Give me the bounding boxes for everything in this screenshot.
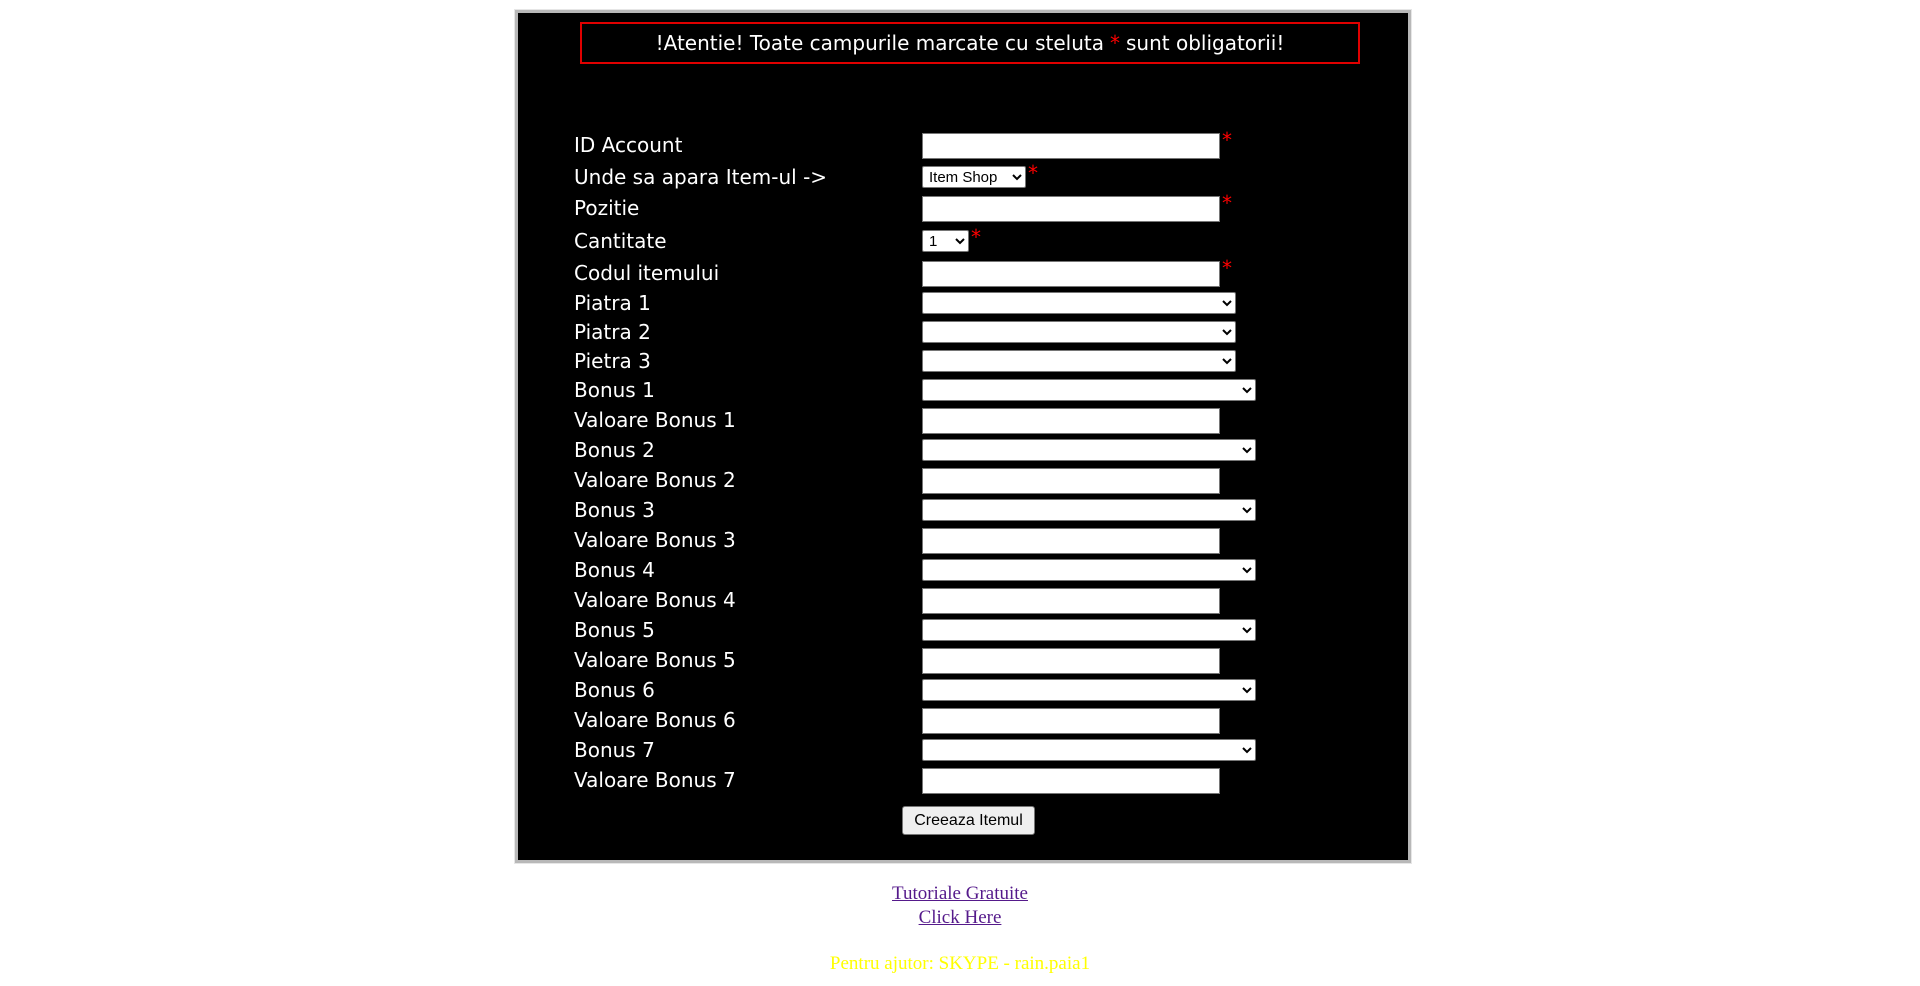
bonus-5-value-label: Valoare Bonus 5 bbox=[574, 648, 736, 672]
item-code-input[interactable] bbox=[922, 261, 1220, 287]
page-footer bbox=[0, 882, 1920, 976]
stone-1-label: Piatra 1 bbox=[574, 291, 651, 315]
bonus-3-value-input[interactable] bbox=[922, 528, 1220, 554]
required-star: * bbox=[1222, 191, 1232, 215]
required-star: * bbox=[1222, 128, 1232, 152]
bonus-1-value-input[interactable] bbox=[922, 408, 1220, 434]
position-label: Pozitie bbox=[574, 196, 640, 220]
required-star: * bbox=[1222, 256, 1232, 280]
row-bonus-5 bbox=[574, 617, 1354, 643]
row-stone-2 bbox=[574, 319, 1354, 345]
help-contact-text: Pentru ajutor: SKYPE - rain.paia1 bbox=[829, 953, 1091, 974]
bonus-2-label: Bonus 2 bbox=[574, 438, 655, 462]
bonus-3-value-label: Valoare Bonus 3 bbox=[574, 528, 736, 552]
row-bonus-4-value bbox=[574, 587, 1354, 613]
id-account-input[interactable] bbox=[922, 133, 1220, 159]
bonus-4-select[interactable] bbox=[922, 559, 1256, 581]
bonus-7-select[interactable] bbox=[922, 739, 1256, 761]
row-bonus-3-value bbox=[574, 527, 1354, 553]
row-item-code bbox=[574, 256, 1354, 286]
bonus-4-label: Bonus 4 bbox=[574, 558, 655, 582]
create-item-button[interactable]: Creeaza Itemul bbox=[902, 806, 1035, 835]
bonus-6-value-label: Valoare Bonus 6 bbox=[574, 708, 736, 732]
bonus-4-value-input[interactable] bbox=[922, 588, 1220, 614]
stone-3-label: Pietra 3 bbox=[574, 349, 651, 373]
bonus-6-select[interactable] bbox=[922, 679, 1256, 701]
item-creation-panel bbox=[515, 10, 1411, 863]
bonus-1-value-label: Valoare Bonus 1 bbox=[574, 408, 736, 432]
stone-1-select[interactable] bbox=[922, 292, 1236, 314]
bonus-2-select[interactable] bbox=[922, 439, 1256, 461]
row-id-account bbox=[574, 128, 1354, 158]
notice-required-star: * bbox=[1109, 31, 1120, 55]
bonus-6-label: Bonus 6 bbox=[574, 678, 655, 702]
position-input[interactable] bbox=[922, 196, 1220, 222]
id-account-label: ID Account bbox=[574, 133, 683, 157]
stone-2-label: Piatra 2 bbox=[574, 320, 651, 344]
row-bonus-7-value bbox=[574, 767, 1354, 793]
item-location-select[interactable] bbox=[922, 166, 1026, 188]
required-star: * bbox=[971, 225, 981, 249]
quantity-label: Cantitate bbox=[574, 229, 667, 253]
row-stone-1 bbox=[574, 290, 1354, 316]
row-bonus-3 bbox=[574, 497, 1354, 523]
bonus-5-select[interactable] bbox=[922, 619, 1256, 641]
row-bonus-2 bbox=[574, 437, 1354, 463]
click-here-link[interactable]: Click Here bbox=[918, 907, 1002, 928]
bonus-5-value-input[interactable] bbox=[922, 648, 1220, 674]
required-star: * bbox=[1028, 161, 1038, 185]
bonus-7-value-label: Valoare Bonus 7 bbox=[574, 768, 736, 792]
row-bonus-5-value bbox=[574, 647, 1354, 673]
stone-2-select[interactable] bbox=[922, 321, 1236, 343]
bonus-2-value-input[interactable] bbox=[922, 468, 1220, 494]
bonus-7-label: Bonus 7 bbox=[574, 738, 655, 762]
row-bonus-1 bbox=[574, 377, 1354, 403]
bonus-1-select[interactable] bbox=[922, 379, 1256, 401]
required-fields-notice bbox=[580, 22, 1360, 64]
item-location-label: Unde sa apara Item-ul -> bbox=[574, 165, 828, 189]
row-bonus-2-value bbox=[574, 467, 1354, 493]
row-bonus-6 bbox=[574, 677, 1354, 703]
bonus-5-label: Bonus 5 bbox=[574, 618, 655, 642]
bonus-6-value-input[interactable] bbox=[922, 708, 1220, 734]
free-tutorials-link[interactable]: Tutoriale Gratuite bbox=[892, 883, 1028, 904]
bonus-2-value-label: Valoare Bonus 2 bbox=[574, 468, 736, 492]
bonus-4-value-label: Valoare Bonus 4 bbox=[574, 588, 736, 612]
row-stone-3 bbox=[574, 348, 1354, 374]
bonus-3-label: Bonus 3 bbox=[574, 498, 655, 522]
quantity-select[interactable] bbox=[922, 230, 969, 252]
row-bonus-4 bbox=[574, 557, 1354, 583]
notice-text-start: !Atentie! Toate campurile marcate cu steluta bbox=[655, 31, 1104, 55]
row-bonus-1-value bbox=[574, 407, 1354, 433]
row-item-location bbox=[574, 161, 1354, 190]
row-bonus-6-value bbox=[574, 707, 1354, 733]
notice-text-end: sunt obligatorii! bbox=[1125, 31, 1285, 55]
row-bonus-7 bbox=[574, 737, 1354, 763]
stone-3-select[interactable] bbox=[922, 350, 1236, 372]
row-quantity bbox=[574, 225, 1354, 254]
row-position bbox=[574, 191, 1354, 221]
bonus-3-select[interactable] bbox=[922, 499, 1256, 521]
item-code-label: Codul itemului bbox=[574, 261, 720, 285]
bonus-7-value-input[interactable] bbox=[922, 768, 1220, 794]
bonus-1-label: Bonus 1 bbox=[574, 378, 655, 402]
